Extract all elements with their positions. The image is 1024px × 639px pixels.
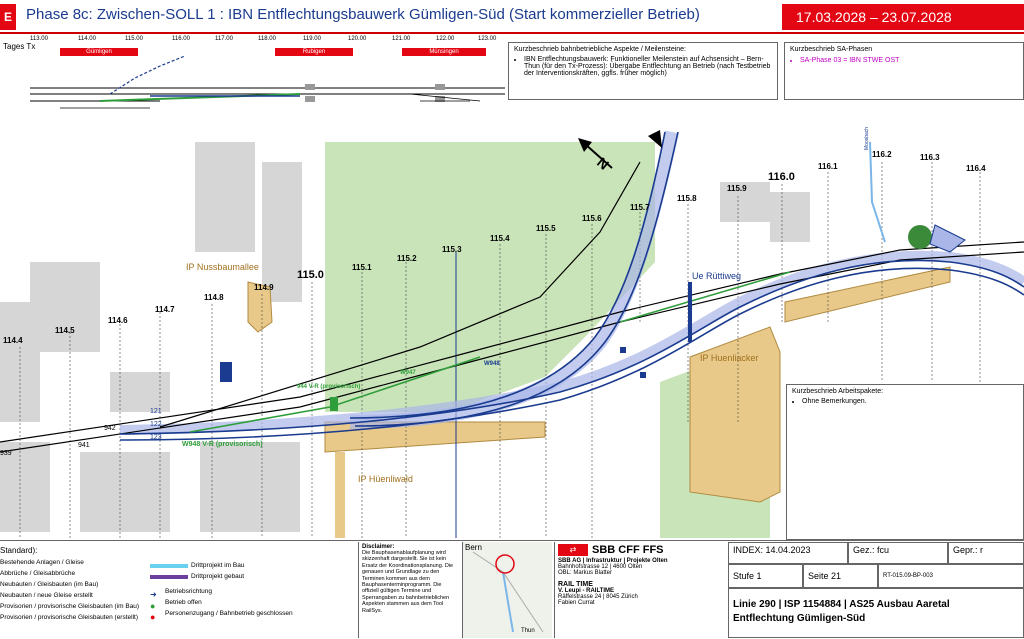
place-ue-ruettiweg: Ue Rüttiweg: [692, 271, 742, 281]
overview-km-ticks: 113.00 114.00 115.00 116.00 117.00 118.00 119.00 120.00 121.00 122.00 123.00: [30, 36, 497, 42]
railtime-person: Fabien Currat: [558, 600, 595, 606]
legend-title: Standard):: [0, 546, 38, 555]
overview-schematic: [0, 36, 505, 118]
km-114-6: 114.6: [108, 316, 128, 325]
disclaimer-title: Disclaimer:: [362, 544, 395, 550]
legend-left: [0, 546, 150, 623]
sbb-logo-icon: ⇄: [558, 544, 588, 556]
legend-row: ● Personenzugang / Bahnbetrieb geschlossen: [150, 610, 293, 622]
phase-dates: 17.03.2028 – 23.07.2028: [782, 4, 1024, 30]
overview-label: Tages Tx: [3, 42, 36, 51]
work-item: • Ohne Bemerkungen.: [802, 398, 1018, 405]
track-121: 121: [150, 408, 162, 415]
switch-w947: W947: [400, 370, 416, 376]
km-116-4: 116.4: [966, 164, 986, 173]
switch-w948-prov: W948 V-R (provisorisch): [182, 441, 263, 448]
aspects-item: • IBN Entflechtungsbauwerk: Funktioneller Meilenstein auf Achsensicht – Bern-Thun (für den Tx-Prozess): Übergabe Entflechtung an Betrieb (nach Testbetrieb der Interventionskräften, ggfls. früher möglich): [524, 56, 772, 77]
sbb-person: OBL: Markus Blatter: [558, 570, 613, 576]
sbb-org: SBB AG | Infrastruktur | Projekte Olten: [558, 558, 668, 564]
svg-text:N: N: [594, 154, 613, 173]
switch-944-prov: 944 V-R (provisorisch): [297, 384, 361, 390]
tb-title: [728, 588, 1024, 638]
sa-item: • SA-Phase 03 = IBN STWE OST: [800, 57, 1018, 64]
map-graphic: [463, 542, 553, 638]
km-115-5: 115.5: [536, 224, 556, 233]
track-123: 123: [150, 434, 162, 441]
check-icon: ●: [150, 600, 156, 611]
work-title: Kurzbeschrieb Arbeitspakete:: [792, 388, 884, 395]
track-939: 939: [0, 450, 12, 457]
km-115-1: 115.1: [352, 263, 372, 272]
header-badge: E: [0, 4, 16, 30]
legend-row: ➜ Betriebsrichtung: [150, 588, 212, 599]
map-label-thun: Thun: [521, 628, 535, 634]
disclaimer-text: Die Bauphasenablaufplanung wird skizzenhaft dargestellt. Sie ist kein Ersatz der Koordinationsplanung. Die genauen und Grundlage zu den Terminen kommen aus dem Bauphasenterminprogramm. Die offiziell gültigen Termine und Sperrangaben zu bahnbetrieblichen Aspekten stammen aus dem Tool RailSys.: [362, 550, 454, 614]
km-116-3: 116.3: [920, 153, 940, 162]
aspects-box: [508, 42, 778, 100]
legend-row: Provisorien / provisorische Gleisbauten (im Bau): [0, 603, 140, 610]
tb-index: INDEX: 14.04.2023: [728, 542, 848, 564]
tb-doc: RT-015.09-BP-003: [878, 564, 1024, 588]
tree-icon: [908, 225, 932, 249]
km-116-0: 116.0: [768, 171, 795, 183]
sbb-logo-text: SBB CFF FFS: [592, 544, 664, 556]
place-ip-huenliacker: IP Huenliacker: [700, 353, 759, 363]
sa-phase-box: [784, 42, 1024, 100]
track-122: 122: [150, 421, 162, 428]
railtime-address: Räffelstrasse 24 | 8045 Zürich: [558, 594, 638, 600]
overview-track-graphic: [0, 56, 505, 116]
place-ip-nussbaumallee: IP Nussbaumallee: [186, 262, 259, 272]
sbb-address: Bahnhofstrasse 12 | 4600 Olten: [558, 564, 643, 570]
place-ip-hueenliwald: IP Hüenliwald: [358, 474, 413, 484]
aspects-title: Kurzbeschrieb bahnbetriebliche Aspekte / Meilensteine:: [514, 46, 686, 53]
km-116-2: 116.2: [872, 150, 892, 159]
km-114-8: 114.8: [204, 293, 224, 302]
km-115-8: 115.8: [677, 194, 697, 203]
tb-gez: Gez.: fcu: [848, 542, 948, 564]
page-title: Phase 8c: Zwischen-SOLL 1 : IBN Entflechtungsbauwerk Gümligen-Süd (Start kommerzieller Betrieb): [26, 6, 700, 23]
km-114-7: 114.7: [155, 305, 175, 314]
work-packages-box: [786, 384, 1024, 540]
legend-row: Drittprojekt im Bau: [150, 560, 355, 571]
legend-row: Provisorien / provisorische Gleisbauten (erstellt): [0, 614, 138, 621]
tb-line2: Entflechtung Gümligen-Süd: [733, 613, 866, 624]
location-map: [462, 542, 552, 638]
closed-icon: ●: [150, 611, 156, 622]
legend-row: Bestehende Anlagen / Gleise: [0, 559, 84, 566]
km-115-0: 115.0: [297, 269, 324, 281]
km-115-6: 115.6: [582, 214, 602, 223]
km-115-9: 115.9: [727, 184, 747, 193]
km-115-2: 115.2: [397, 254, 417, 263]
legend-row: Abbrüche / Gleisabbrüche: [0, 570, 76, 577]
creek-label: Moosbach: [864, 126, 870, 150]
railtime-company: V. Leupi - RAILTIME: [558, 588, 615, 594]
station-rubigen: Rubigen: [275, 48, 353, 56]
km-114-9: 114.9: [254, 283, 274, 292]
tb-line1: Linie 290 | ISP 1154884 | AS25 Ausbau Aaretal: [733, 599, 950, 610]
sa-title: Kurzbeschrieb SA-Phasen: [790, 46, 873, 53]
railtime-logo: RAIL TIME: [558, 581, 593, 588]
legend-row: Neubauten / neue Gleise erstellt: [0, 592, 93, 599]
legend-swatch: [150, 564, 188, 568]
tb-stufe: Stufe 1: [728, 564, 803, 588]
station-muensingen: Münsingen: [402, 48, 486, 56]
km-115-3: 115.3: [442, 245, 462, 254]
km-114-5: 114.5: [55, 326, 75, 335]
km-116-1: 116.1: [818, 162, 838, 171]
legend-row: ● Betrieb offen: [150, 599, 202, 611]
arrow-icon: ➜: [150, 589, 157, 599]
legend-swatch: [150, 575, 188, 579]
station-guemligen: Gümligen: [60, 48, 138, 56]
track-941: 941: [78, 442, 90, 449]
tb-gepr: Gepr.: r: [948, 542, 1024, 564]
switch-w948: W948: [484, 361, 500, 367]
map-label-bern: Bern: [465, 543, 482, 552]
disclaimer: [358, 542, 460, 638]
km-115-7: 115.7: [630, 203, 650, 212]
km-114-4: 114.4: [3, 336, 23, 345]
sbb-block: [554, 542, 728, 638]
legend-row: Neubauten / Gleisbauten (im Bau): [0, 581, 99, 588]
track-942: 942: [104, 425, 116, 432]
tb-seite: Seite 21: [803, 564, 878, 588]
legend-row: Drittprojekt gebaut: [150, 571, 355, 582]
legend-right: [150, 560, 355, 622]
km-115-4: 115.4: [490, 234, 510, 243]
